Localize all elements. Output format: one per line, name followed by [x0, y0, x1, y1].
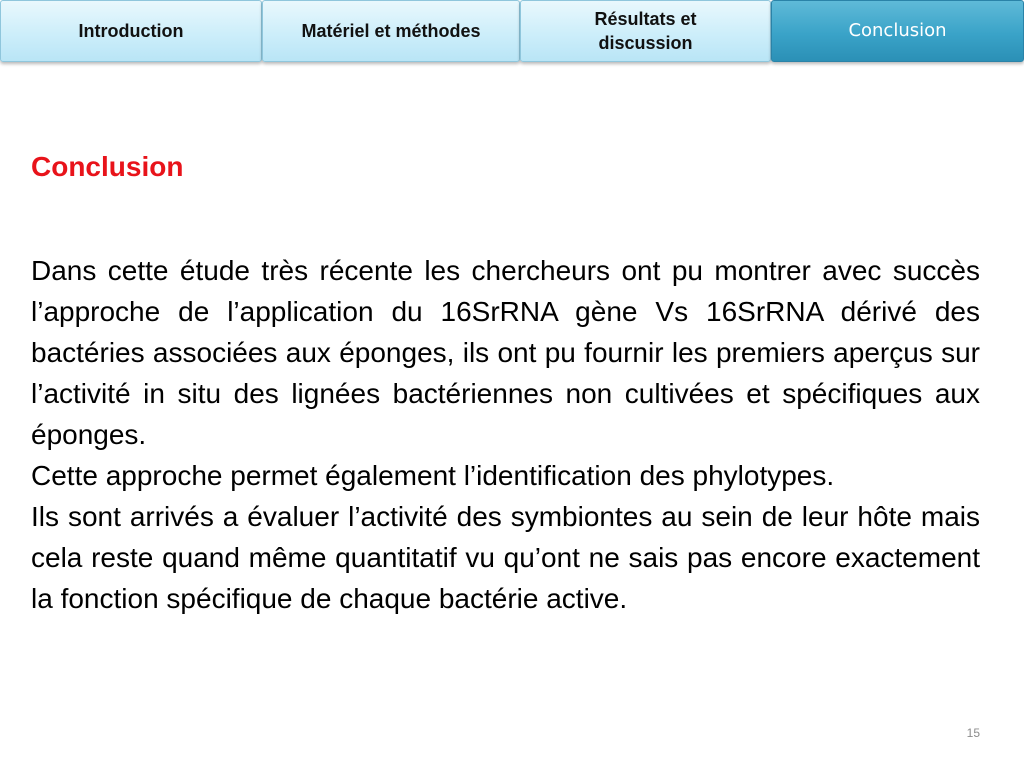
section-nav-bar [0, 0, 1024, 62]
body-paragraph: Dans cette étude très récente les chercheurs ont pu montrer avec succès l’approche de l’application du 16SrRNA gène Vs 16SrRNA dérivé des bactéries associées aux éponges, ils ont pu fournir les premiers aperçus sur l’activité in situ des lignées bactériennes non cultivées et spécifiques aux éponges. [31, 255, 980, 450]
body-paragraph: Ils sont arrivés a évaluer l’activité des symbiontes au sein de leur hôte mais cela reste quand même quantitatif vu qu’ont ne sais pas encore exactement la fonction spécifique de chaque bactérie active. [31, 501, 980, 614]
slide-heading: Conclusion [31, 151, 184, 182]
tab-resultats-et-discussion-label: Résultats et discussion [594, 9, 697, 53]
tab-materiel-et-methodes-label: Matériel et méthodes [301, 21, 481, 41]
page-number: 15 [966, 726, 980, 740]
tab-conclusion-label: Conclusion [848, 20, 947, 41]
body-paragraph: Cette approche permet également l’identification des phylotypes. [31, 460, 835, 491]
tab-introduction-label: Introduction [78, 21, 184, 41]
tab-conclusion[interactable] [771, 0, 1024, 62]
slide-body [31, 250, 980, 619]
tab-introduction[interactable] [0, 0, 262, 62]
tab-materiel-et-methodes[interactable] [262, 0, 520, 62]
tab-resultats-et-discussion[interactable] [520, 0, 771, 62]
